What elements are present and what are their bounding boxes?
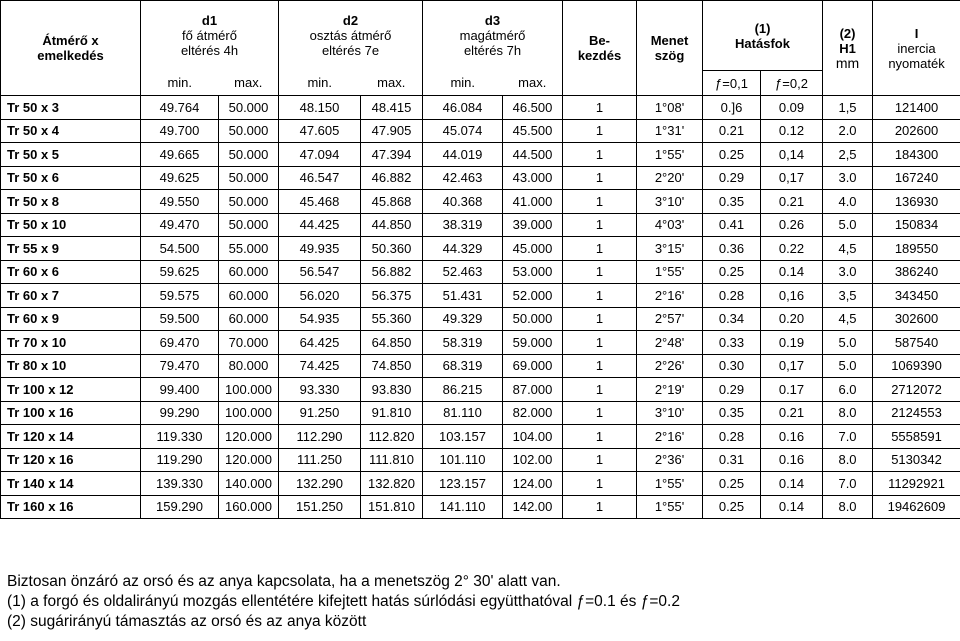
table-cell: 8.0: [823, 401, 873, 425]
table-cell: 49.550: [141, 190, 219, 214]
table-cell: 0.21: [761, 401, 823, 425]
row-name: Tr 140 x 14: [1, 472, 141, 496]
table-cell: 1: [563, 119, 637, 143]
table-row: [1, 495, 960, 519]
table-cell: 50.000: [219, 166, 279, 190]
table-cell: 100.000: [219, 401, 279, 425]
table-cell: 0.17: [761, 378, 823, 402]
table-cell: 49.700: [141, 119, 219, 143]
table-cell: 123.157: [423, 472, 503, 496]
table-cell: 3.0: [823, 166, 873, 190]
table-cell: 50.000: [219, 213, 279, 237]
table-cell: 46.500: [503, 96, 563, 120]
table-cell: 3,5: [823, 284, 873, 308]
table-cell: 1: [563, 190, 637, 214]
table-cell: 51.431: [423, 284, 503, 308]
table-cell: 132.820: [361, 472, 423, 496]
table-row: [1, 307, 960, 331]
table-cell: 4°03': [637, 213, 703, 237]
table-cell: 4,5: [823, 307, 873, 331]
table-cell: 69.000: [503, 354, 563, 378]
hatasfok-f1-label: ƒ=0,1: [703, 71, 761, 96]
table-cell: 132.290: [279, 472, 361, 496]
table-cell: 46.882: [361, 166, 423, 190]
table-cell: 2,5: [823, 143, 873, 167]
table-cell: 50.000: [219, 96, 279, 120]
table-cell: 1: [563, 284, 637, 308]
d1-max-label: max.: [219, 71, 279, 96]
table-row: [1, 284, 960, 308]
table-cell: 5558591: [873, 425, 960, 449]
d1-min-label: min.: [141, 71, 219, 96]
table-cell: 1: [563, 495, 637, 519]
d2-max-label: max.: [361, 71, 423, 96]
table-cell: 93.330: [279, 378, 361, 402]
row-name: Tr 160 x 16: [1, 495, 141, 519]
table-cell: 8.0: [823, 448, 873, 472]
row-name: Tr 50 x 4: [1, 119, 141, 143]
table-cell: 0,17: [761, 166, 823, 190]
table-cell: 1°55': [637, 143, 703, 167]
table-cell: 3°10': [637, 190, 703, 214]
table-cell: 102.00: [503, 448, 563, 472]
table-cell: 0,14: [761, 143, 823, 167]
table-cell: 150834: [873, 213, 960, 237]
table-cell: 43.000: [503, 166, 563, 190]
table-cell: 1°31': [637, 119, 703, 143]
table-cell: 3°15': [637, 237, 703, 261]
table-cell: 46.084: [423, 96, 503, 120]
table-cell: 91.810: [361, 401, 423, 425]
table-cell: 140.000: [219, 472, 279, 496]
table-cell: 121400: [873, 96, 960, 120]
table-cell: 0.25: [703, 260, 761, 284]
table-cell: 56.020: [279, 284, 361, 308]
row-name: Tr 50 x 5: [1, 143, 141, 167]
table-cell: 1: [563, 378, 637, 402]
table-cell: 0.26: [761, 213, 823, 237]
table-cell: 55.000: [219, 237, 279, 261]
table-cell: 151.250: [279, 495, 361, 519]
table-cell: 74.850: [361, 354, 423, 378]
table-cell: 19462609: [873, 495, 960, 519]
table-cell: 56.547: [279, 260, 361, 284]
table-cell: 47.394: [361, 143, 423, 167]
table-cell: 64.425: [279, 331, 361, 355]
header-hatasfok: (1) Hatásfok: [703, 1, 823, 71]
table-cell: 4,5: [823, 237, 873, 261]
table-cell: 81.110: [423, 401, 503, 425]
header-bekezdes: Be- kezdés: [563, 1, 637, 96]
table-cell: 1: [563, 166, 637, 190]
table-cell: 60.000: [219, 284, 279, 308]
table-cell: 111.810: [361, 448, 423, 472]
table-cell: 202600: [873, 119, 960, 143]
table-cell: 2°16': [637, 425, 703, 449]
table-cell: 50.360: [361, 237, 423, 261]
table-cell: 0.29: [703, 378, 761, 402]
table-cell: 91.250: [279, 401, 361, 425]
table-cell: 59.625: [141, 260, 219, 284]
table-cell: 11292921: [873, 472, 960, 496]
table-cell: 141.110: [423, 495, 503, 519]
table-cell: 54.935: [279, 307, 361, 331]
table-cell: 0.35: [703, 190, 761, 214]
table-cell: 112.290: [279, 425, 361, 449]
table-cell: 0.28: [703, 425, 761, 449]
table-cell: 50.000: [219, 190, 279, 214]
table-cell: 40.368: [423, 190, 503, 214]
table-cell: 93.830: [361, 378, 423, 402]
table-cell: 2°36': [637, 448, 703, 472]
table-cell: 101.110: [423, 448, 503, 472]
table-row: [1, 213, 960, 237]
table-cell: 3°10': [637, 401, 703, 425]
header-h1: (2) H1 mm: [823, 1, 873, 96]
header-atmero: Átmérő x emelkedés: [1, 1, 141, 96]
table-cell: 1: [563, 96, 637, 120]
header-row: [1, 1, 960, 71]
table-cell: 49.764: [141, 96, 219, 120]
table-row: [1, 378, 960, 402]
table-cell: 1°55': [637, 472, 703, 496]
table-cell: 53.000: [503, 260, 563, 284]
header-menetszog: Menet szög: [637, 1, 703, 96]
table-cell: 45.500: [503, 119, 563, 143]
table-cell: 68.319: [423, 354, 503, 378]
table-cell: 386240: [873, 260, 960, 284]
table-cell: 0.]6: [703, 96, 761, 120]
table-cell: 69.470: [141, 331, 219, 355]
table-row: [1, 448, 960, 472]
table-cell: 45.468: [279, 190, 361, 214]
table-cell: 3.0: [823, 260, 873, 284]
table-row: [1, 96, 960, 120]
table-row: [1, 190, 960, 214]
table-cell: 4.0: [823, 190, 873, 214]
table-cell: 38.319: [423, 213, 503, 237]
table-cell: 1: [563, 401, 637, 425]
table-cell: 142.00: [503, 495, 563, 519]
table-cell: 1: [563, 472, 637, 496]
row-name: Tr 70 x 10: [1, 331, 141, 355]
table-cell: 49.935: [279, 237, 361, 261]
table-row: [1, 143, 960, 167]
table-cell: 6.0: [823, 378, 873, 402]
table-cell: 0.30: [703, 354, 761, 378]
table-row: [1, 260, 960, 284]
table-cell: 47.094: [279, 143, 361, 167]
table-cell: 50.000: [219, 119, 279, 143]
table-cell: 59.500: [141, 307, 219, 331]
table-cell: 7.0: [823, 425, 873, 449]
table-cell: 79.470: [141, 354, 219, 378]
table-cell: 50.000: [219, 143, 279, 167]
table-cell: 103.157: [423, 425, 503, 449]
table-cell: 0.21: [703, 119, 761, 143]
table-cell: 1069390: [873, 354, 960, 378]
table-cell: 0.09: [761, 96, 823, 120]
table-cell: 49.470: [141, 213, 219, 237]
table-cell: 2°20': [637, 166, 703, 190]
header-d3: d3 magátmérő eltérés 7h: [423, 1, 563, 71]
d3-max-label: max.: [503, 71, 563, 96]
table-cell: 52.000: [503, 284, 563, 308]
table-cell: 50.000: [503, 307, 563, 331]
table-cell: 45.868: [361, 190, 423, 214]
table-cell: 1: [563, 213, 637, 237]
row-name: Tr 120 x 16: [1, 448, 141, 472]
table-cell: 2124553: [873, 401, 960, 425]
table-cell: 1°08': [637, 96, 703, 120]
table-cell: 111.250: [279, 448, 361, 472]
table-cell: 86.215: [423, 378, 503, 402]
table-cell: 1°55': [637, 260, 703, 284]
table-cell: 41.000: [503, 190, 563, 214]
table-cell: 5.0: [823, 213, 873, 237]
table-cell: 2.0: [823, 119, 873, 143]
table-cell: 0.33: [703, 331, 761, 355]
d3-min-label: min.: [423, 71, 503, 96]
table-cell: 58.319: [423, 331, 503, 355]
table-cell: 343450: [873, 284, 960, 308]
table-row: [1, 472, 960, 496]
table-cell: 80.000: [219, 354, 279, 378]
table-cell: 0.25: [703, 472, 761, 496]
table-cell: 0.19: [761, 331, 823, 355]
table-cell: 1: [563, 448, 637, 472]
table-cell: 0.21: [761, 190, 823, 214]
table-cell: 1: [563, 237, 637, 261]
table-cell: 0.12: [761, 119, 823, 143]
header-d1: d1 fő átmérő eltérés 4h: [141, 1, 279, 71]
table-cell: 1: [563, 260, 637, 284]
table-cell: 119.290: [141, 448, 219, 472]
row-name: Tr 100 x 12: [1, 378, 141, 402]
table-cell: 159.290: [141, 495, 219, 519]
table-cell: 64.850: [361, 331, 423, 355]
d2-min-label: min.: [279, 71, 361, 96]
table-cell: 1: [563, 354, 637, 378]
table-cell: 1: [563, 143, 637, 167]
table-cell: 5.0: [823, 354, 873, 378]
table-cell: 56.882: [361, 260, 423, 284]
table-cell: 5.0: [823, 331, 873, 355]
table-cell: 49.329: [423, 307, 503, 331]
table-cell: 55.360: [361, 307, 423, 331]
table-cell: 120.000: [219, 448, 279, 472]
table-cell: 44.329: [423, 237, 503, 261]
table-cell: 70.000: [219, 331, 279, 355]
table-cell: 44.019: [423, 143, 503, 167]
table-cell: 44.425: [279, 213, 361, 237]
row-name: Tr 80 x 10: [1, 354, 141, 378]
table-row: [1, 401, 960, 425]
table-cell: 2°16': [637, 284, 703, 308]
table-row: [1, 237, 960, 261]
footnotes: [7, 572, 680, 632]
table-cell: 189550: [873, 237, 960, 261]
table-cell: 0,17: [761, 354, 823, 378]
table-cell: 2°26': [637, 354, 703, 378]
table-cell: 42.463: [423, 166, 503, 190]
table-cell: 112.820: [361, 425, 423, 449]
table-cell: 54.500: [141, 237, 219, 261]
table-cell: 47.605: [279, 119, 361, 143]
table-cell: 52.463: [423, 260, 503, 284]
table-cell: 1,5: [823, 96, 873, 120]
row-name: Tr 60 x 7: [1, 284, 141, 308]
header-d2: d2 osztás átmérő eltérés 7e: [279, 1, 423, 71]
table-cell: 59.575: [141, 284, 219, 308]
table-cell: 8.0: [823, 495, 873, 519]
row-name: Tr 55 x 9: [1, 237, 141, 261]
table-cell: 0.25: [703, 143, 761, 167]
row-name: Tr 120 x 14: [1, 425, 141, 449]
table-cell: 39.000: [503, 213, 563, 237]
table-cell: 1: [563, 425, 637, 449]
table-row: [1, 425, 960, 449]
table-cell: 0.34: [703, 307, 761, 331]
table-cell: 99.400: [141, 378, 219, 402]
table-cell: 46.547: [279, 166, 361, 190]
table-cell: 60.000: [219, 260, 279, 284]
row-name: Tr 60 x 6: [1, 260, 141, 284]
table-cell: 2712072: [873, 378, 960, 402]
table-cell: 100.000: [219, 378, 279, 402]
table-cell: 74.425: [279, 354, 361, 378]
table-cell: 48.150: [279, 96, 361, 120]
table-cell: 0.14: [761, 260, 823, 284]
table-cell: 139.330: [141, 472, 219, 496]
row-name: Tr 50 x 8: [1, 190, 141, 214]
row-name: Tr 50 x 3: [1, 96, 141, 120]
table-cell: 60.000: [219, 307, 279, 331]
table-cell: 0.14: [761, 472, 823, 496]
table-cell: 0.35: [703, 401, 761, 425]
table-cell: 1: [563, 307, 637, 331]
table-cell: 45.074: [423, 119, 503, 143]
table-cell: 7.0: [823, 472, 873, 496]
table-cell: 59.000: [503, 331, 563, 355]
note-self-locking: Biztosan önzáró az orsó és az anya kapcsolata, ha a menetszög 2° 30' alatt van.: [7, 573, 561, 590]
table-cell: 5130342: [873, 448, 960, 472]
table-cell: 1°55': [637, 495, 703, 519]
row-name: Tr 100 x 16: [1, 401, 141, 425]
table-cell: 0.28: [703, 284, 761, 308]
table-cell: 0.31: [703, 448, 761, 472]
table-cell: 49.625: [141, 166, 219, 190]
table-cell: 302600: [873, 307, 960, 331]
table-cell: 0.14: [761, 495, 823, 519]
table-cell: 45.000: [503, 237, 563, 261]
table-cell: 120.000: [219, 425, 279, 449]
note-efficiency: (1) a forgó és oldalirányú mozgás ellentétére kifejtett hatás súrlódási együtthatóval ƒ=0.1 és ƒ=0.2: [7, 593, 680, 610]
table-cell: 184300: [873, 143, 960, 167]
table-cell: 0.22: [761, 237, 823, 261]
table-cell: 1: [563, 331, 637, 355]
table-cell: 136930: [873, 190, 960, 214]
table-cell: 49.665: [141, 143, 219, 167]
table-row: [1, 354, 960, 378]
note-radial-support: (2) sugárirányú támasztás az orsó és az anya között: [7, 613, 367, 630]
table-cell: 0.16: [761, 425, 823, 449]
row-name: Tr 60 x 9: [1, 307, 141, 331]
table-cell: 99.290: [141, 401, 219, 425]
table-cell: 82.000: [503, 401, 563, 425]
subheader-row: [1, 71, 960, 96]
row-name: Tr 50 x 10: [1, 213, 141, 237]
hatasfok-f2-label: ƒ=0,2: [761, 71, 823, 96]
table-cell: 167240: [873, 166, 960, 190]
table-cell: 151.810: [361, 495, 423, 519]
table-cell: 44.500: [503, 143, 563, 167]
table-row: [1, 166, 960, 190]
table-cell: 160.000: [219, 495, 279, 519]
table-cell: 0.25: [703, 495, 761, 519]
table-row: [1, 331, 960, 355]
table-cell: 44.850: [361, 213, 423, 237]
table-cell: 47.905: [361, 119, 423, 143]
table-cell: 0.29: [703, 166, 761, 190]
table-cell: 0.16: [761, 448, 823, 472]
table-cell: 0.36: [703, 237, 761, 261]
table-cell: 2°48': [637, 331, 703, 355]
table-cell: 124.00: [503, 472, 563, 496]
table-cell: 56.375: [361, 284, 423, 308]
table-cell: 0.41: [703, 213, 761, 237]
table-cell: 87.000: [503, 378, 563, 402]
table-cell: 2°57': [637, 307, 703, 331]
table-cell: 0,16: [761, 284, 823, 308]
table-cell: 48.415: [361, 96, 423, 120]
table-cell: 2°19': [637, 378, 703, 402]
table-cell: 104.00: [503, 425, 563, 449]
row-name: Tr 50 x 6: [1, 166, 141, 190]
table-cell: 119.330: [141, 425, 219, 449]
table-cell: 0.20: [761, 307, 823, 331]
header-inercia: I inercia nyomaték: [873, 1, 960, 96]
table-cell: 587540: [873, 331, 960, 355]
table-row: [1, 119, 960, 143]
